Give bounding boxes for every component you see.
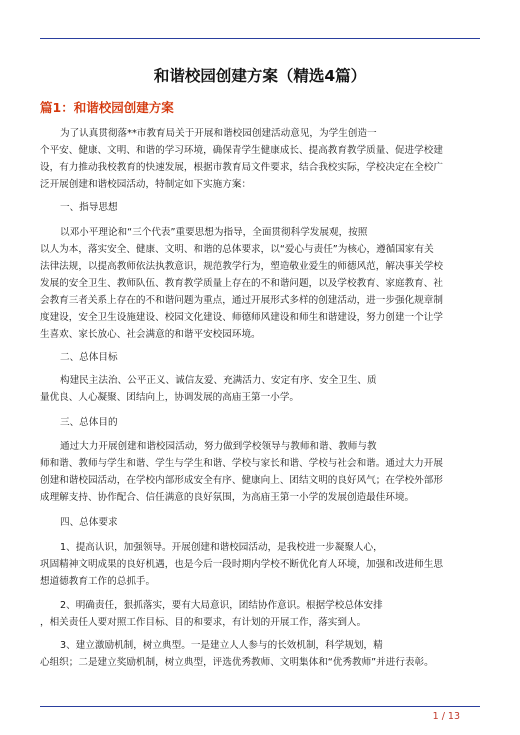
header-rule bbox=[40, 38, 480, 39]
section-title: 篇1：和谐校园创建方案 bbox=[40, 100, 174, 115]
requirement-1 bbox=[40, 539, 480, 590]
paragraph-line: 以人为本，落实安全、健康、文明、和谐的总体要求，以“爱心与责任”为核心，遵循国家有关 bbox=[40, 244, 434, 255]
paragraph-line: 1、提高认识，加强领导。开展创建和谐校园活动，是我校进一步凝聚人心， bbox=[60, 542, 383, 553]
paragraph-line: 个平安、健康、文明、和谐的学习环境，确保青学生健康成长、提高教育教学质量、促进学校建 bbox=[40, 145, 443, 156]
paragraph-line: 泛开展创建和谐校园活动，特制定如下实施方案： bbox=[40, 179, 252, 190]
requirement-3 bbox=[40, 637, 480, 671]
page-number: 1 / 13 bbox=[432, 711, 460, 722]
paragraph-line: 量优良、人心凝聚、团结向上，协调发展的高庙王第一小学。 bbox=[40, 392, 300, 403]
paragraph-line: 成理解支持、协作配合、信任满意的良好氛围，为高庙王第一小学的发展创造最佳环境。 bbox=[40, 492, 415, 503]
paragraph-line: 设，有力推动我校教育的快速发展，根据市教育局文件要求，结合我校实际，学校决定在全校广 bbox=[40, 162, 443, 173]
goal-paragraph bbox=[40, 372, 480, 406]
paragraph-line: 2、明确责任，狠抓落实，要有大局意识，团结协作意识。根据学校总体安排 bbox=[60, 600, 383, 611]
section-heading-requirements: 四、总体要求 bbox=[60, 517, 118, 528]
paragraph-line: 构建民主法治、公平正义、诚信友爱、充满活力、安定有序、安全卫生、质 bbox=[60, 375, 377, 386]
paragraph-line: 想道德教育工作的总抓手。 bbox=[40, 576, 156, 587]
paragraph-line: 为了认真贯彻落**市教育局关于开展和谐校园创建活动意见，为学生创造一 bbox=[60, 128, 377, 139]
intro-paragraph bbox=[40, 125, 480, 193]
paragraph-line: ，相关责任人要对照工作目标、目的和要求，有计划的开展工作，落实到人。 bbox=[40, 617, 367, 628]
paragraph-line: 生喜欢、家长放心、社会满意的和谐平安校园环境。 bbox=[40, 329, 261, 340]
requirement-2 bbox=[40, 597, 480, 631]
paragraph-line: 通过大力开展创建和谐校园活动，努力做到学校领导与教师和谐、教师与教 bbox=[60, 441, 377, 452]
purpose-paragraph bbox=[40, 438, 480, 506]
paragraph-line: 巩固精神文明成果的良好机遇，也是今后一段时期内学校不断优化育人环境，加强和改进师生思 bbox=[40, 559, 443, 570]
section-heading-guiding: 一、指导思想 bbox=[60, 202, 118, 213]
paragraph-line: 3、建立激励机制，树立典型。一是建立人人参与的长效机制，科学规划，精 bbox=[60, 640, 383, 651]
paragraph-line: 以邓小平理论和“三个代表”重要思想为指导，全面贯彻科学发展观，按照 bbox=[60, 227, 368, 238]
section-heading-goal: 二、总体目标 bbox=[60, 352, 118, 363]
paragraph-line: 师和谐、教师与学生和谐、学生与学生和谐、学校与家长和谐、学校与社会和谐。通过大力开展 bbox=[40, 458, 443, 469]
paragraph-line: 法律法规，以提高教师依法执教意识，规范教学行为，塑造敬业爱生的师德风范，解决事关学校 bbox=[40, 261, 443, 272]
paragraph-line: 发展的安全卫生、教师队伍、教育教学质量上存在的不和谐问题，以及学校教育、家庭教育、社 bbox=[40, 278, 443, 289]
paragraph-line: 会教育三者关系上存在的不和谐问题为重点，通过开展形式多样的创建活动，进一步强化规章制 bbox=[40, 295, 443, 306]
paragraph-line: 度建设，安全卫生设施建设、校园文化建设、师德师风建设和师生和谐建设，努力创建一个让学 bbox=[40, 312, 443, 323]
section-heading-purpose: 三、总体目的 bbox=[60, 417, 118, 428]
footer-rule bbox=[40, 706, 480, 707]
document-title: 和谐校园创建方案（精选4篇） bbox=[153, 67, 367, 85]
guiding-paragraph bbox=[40, 224, 480, 343]
paragraph-line: 创建和谐校园活动，在学校内部形成安全有序、健康向上、团结文明的良好风气；在学校外部形 bbox=[40, 475, 443, 486]
paragraph-line: 心组织；二是建立奖励机制，树立典型，评选优秀教师、文明集体和“优秀教师”并进行表彰。 bbox=[40, 657, 434, 668]
